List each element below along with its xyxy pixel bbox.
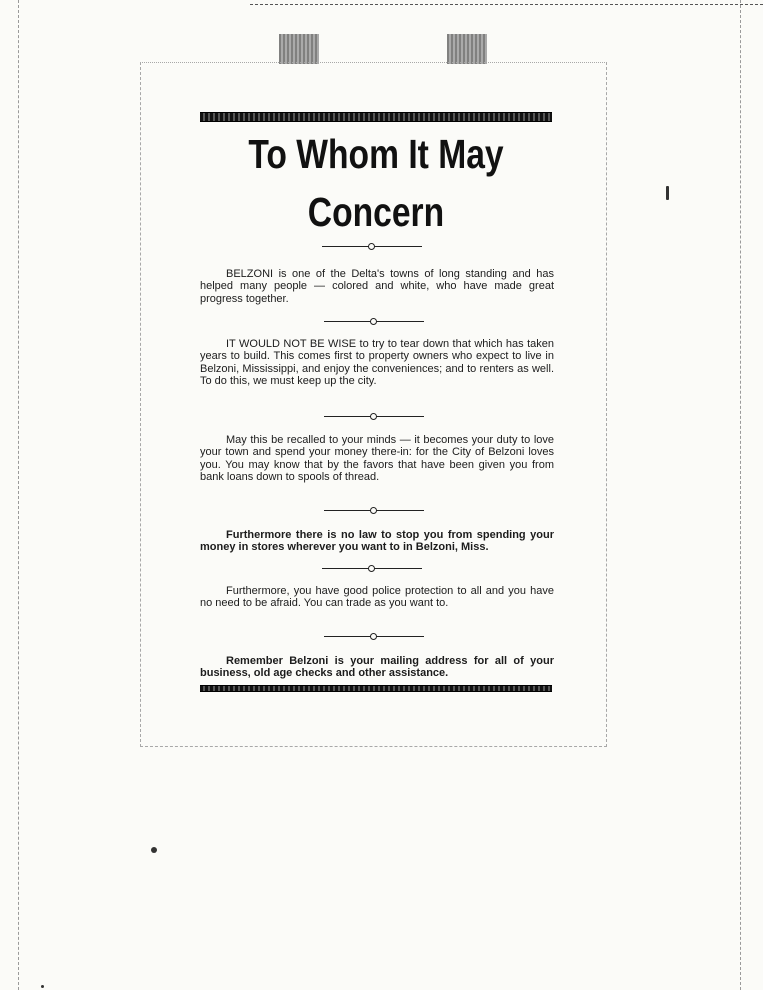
section-divider — [322, 564, 422, 573]
section-divider — [324, 412, 424, 421]
bottom-ornamental-rule — [200, 685, 552, 692]
top-ornamental-rule — [200, 112, 552, 122]
paragraph-police: Furthermore, you have good police protection to all and you have no need to be afraid. You can trade as you want to. — [200, 585, 554, 610]
scan-edge-left — [18, 0, 19, 990]
scan-edge-right — [740, 0, 741, 990]
paragraph-recalled: May this be recalled to your minds — it becomes your duty to love your town and spend your money there-in: for the City of Belzoni loves you. You may know that by the favors that have been given you from bank loans down to spools of thread. — [200, 434, 554, 483]
page-edge-top — [250, 0, 763, 5]
ink-speck — [666, 186, 669, 200]
section-divider — [324, 506, 424, 515]
paragraph-belzoni: BELZONI is one of the Delta's towns of long standing and has helped many people — colored and white, who have made great progress together. — [200, 268, 554, 305]
paragraph-no-law: Furthermore there is no law to stop you from spending your money in stores wherever you want to in Belzoni, Miss. — [200, 529, 554, 554]
ink-speck — [41, 985, 44, 988]
headline-line-2: Concern — [307, 189, 445, 235]
section-divider — [324, 317, 424, 326]
headline-line-1: To Whom It May — [248, 131, 504, 177]
tape-mark-left — [279, 34, 319, 64]
tape-mark-right — [447, 34, 487, 64]
section-divider — [324, 632, 424, 641]
paragraph-not-wise: IT WOULD NOT BE WISE to try to tear down that which has taken years to build. This comes first to property owners who expect to live in Belzoni, Mississippi, and enjoy the conveniences; and to renters as well. To do this, we must keep up the city. — [200, 338, 554, 387]
ink-speck — [151, 847, 157, 853]
paragraph-mailing-address: Remember Belzoni is your mailing address for all of your business, old age checks and other assistance. — [200, 655, 554, 680]
section-divider — [322, 242, 422, 251]
